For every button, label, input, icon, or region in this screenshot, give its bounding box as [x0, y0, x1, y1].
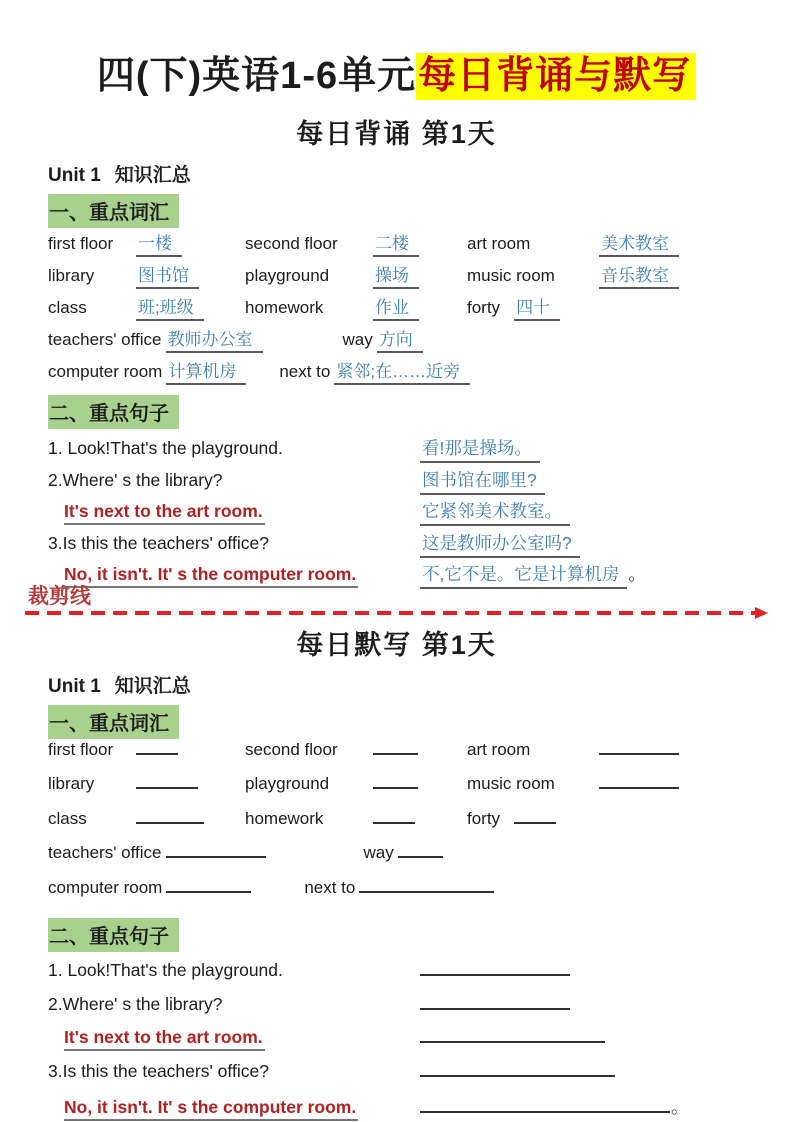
sentence-blank — [420, 961, 570, 976]
recite-section — [0, 112, 793, 593]
vocab-row — [48, 261, 745, 292]
vocab-blank — [166, 843, 266, 858]
vocab-en: class — [48, 298, 87, 317]
sentence-period: 。 — [671, 1097, 689, 1117]
vocab-row — [48, 740, 745, 774]
vocab-zh-answer: 班;班级 — [136, 293, 204, 321]
recite-heading: 每日背诵 第1天 — [296, 119, 497, 149]
vocab-en: homework — [245, 298, 324, 317]
sentence-row — [48, 435, 745, 467]
vocab-en: art room — [467, 739, 531, 759]
vocab-en: next to — [279, 362, 331, 381]
sentence-section-header: 二、重点句子 — [48, 918, 179, 952]
vocab-en: first floor — [48, 234, 114, 253]
sentence-en: 2.Where' s the library? — [48, 993, 223, 1014]
sentence-zh-answer: 图书馆在哪里? — [420, 467, 545, 495]
vocab-en: forty — [467, 808, 501, 828]
sentence-row — [48, 561, 745, 593]
vocab-en: teachers' office — [48, 330, 162, 349]
vocab-en: first floor — [48, 739, 114, 759]
vocab-row — [48, 809, 745, 843]
unit-label: Unit 1 — [48, 165, 101, 186]
page-title-highlighted: 每日背诵与默写 — [416, 53, 696, 100]
cut-line — [25, 607, 768, 619]
vocab-blank — [373, 809, 415, 824]
vocab-zh-answer: 图书馆 — [136, 261, 199, 289]
vocab-blank — [359, 878, 494, 893]
sentence-en: 2.Where' s the library? — [48, 469, 223, 490]
sentence-en: 3.Is this the teachers' office? — [48, 532, 269, 553]
sentence-zh-answer: 不,它不是。它是计算机房 — [420, 561, 627, 589]
vocab-blank — [599, 774, 679, 789]
unit-title — [48, 160, 745, 187]
sentence-blank — [420, 1028, 605, 1043]
vocab-blank — [136, 740, 178, 755]
vocab-zh-answer: 方向 — [377, 325, 423, 353]
vocab-blank — [514, 809, 556, 824]
vocab-en: teachers' office — [48, 843, 162, 862]
vocab-blank — [166, 878, 251, 893]
vocab-en: computer room — [48, 877, 163, 897]
sentence-row — [48, 960, 745, 994]
sentence-blank — [420, 1062, 615, 1077]
cut-line-dashes — [25, 611, 755, 615]
vocab-en: music room — [467, 266, 555, 285]
vocab-en: playground — [245, 266, 330, 285]
vocab-section-header: 一、重点词汇 — [48, 194, 179, 228]
vocab-blank — [136, 809, 204, 824]
vocab-blank — [373, 774, 418, 789]
vocab-row — [48, 878, 745, 912]
sentence-en-answer: No, it isn't. It' s the computer room. — [64, 1097, 358, 1121]
vocab-zh-answer: 二楼 — [373, 229, 419, 257]
sentence-blank — [420, 995, 570, 1010]
unit-label: Unit 1 — [48, 675, 101, 697]
vocab-en: computer room — [48, 362, 163, 381]
vocab-blank — [373, 740, 418, 755]
vocab-en: second floor — [245, 234, 338, 253]
sentence-en-answer: No, it isn't. It' s the computer room. — [64, 564, 358, 588]
vocab-en: class — [48, 808, 87, 828]
vocab-zh-answer: 紧邻;在……近旁 — [334, 357, 470, 385]
vocab-zh-answer: 计算机房 — [166, 357, 246, 385]
sentence-en: 3.Is this the teachers' office? — [48, 1060, 269, 1081]
vocab-zh-answer: 教师办公室 — [166, 325, 263, 353]
vocab-en: next to — [304, 877, 356, 897]
page-title — [0, 44, 793, 99]
vocab-zh-answer: 一楼 — [136, 229, 182, 257]
sentence-row — [48, 1027, 745, 1061]
sentence-section-header: 二、重点句子 — [48, 395, 179, 429]
vocab-en: way — [363, 843, 394, 862]
sentence-en: 1. Look!That's the playground. — [48, 960, 283, 980]
vocab-row — [48, 325, 745, 356]
sentence-row — [48, 1061, 745, 1095]
cut-line-arrow-icon — [755, 607, 768, 619]
sentence-row — [48, 530, 745, 562]
sentence-row — [48, 498, 745, 530]
vocab-en: art room — [467, 234, 531, 253]
sentence-period: 。 — [628, 564, 646, 584]
vocab-blank — [599, 740, 679, 755]
sentence-row — [48, 1094, 745, 1122]
vocab-en: second floor — [245, 739, 338, 759]
vocab-row — [48, 843, 745, 877]
vocab-en: music room — [467, 774, 555, 793]
sentence-row — [48, 994, 745, 1028]
unit-title — [48, 671, 745, 698]
unit-suffix: 知识汇总 — [114, 165, 191, 186]
vocab-zh-answer: 音乐教室 — [599, 261, 679, 289]
vocab-en: way — [342, 330, 373, 349]
vocab-section-header: 一、重点词汇 — [48, 705, 179, 739]
sentence-en: 1. Look!That's the playground. — [48, 438, 283, 458]
vocab-row — [48, 357, 745, 388]
dictation-heading: 每日默写 第1天 — [296, 629, 497, 660]
vocab-zh-answer: 作业 — [373, 293, 419, 321]
vocab-row — [48, 774, 745, 808]
sentence-blank — [420, 1098, 670, 1113]
vocab-en: library — [48, 266, 95, 285]
vocab-blank — [398, 843, 443, 858]
sentence-en-answer: It's next to the art room. — [64, 1027, 265, 1051]
unit-suffix: 知识汇总 — [114, 675, 191, 697]
vocab-en: homework — [245, 808, 324, 828]
sentence-en-answer: It's next to the art room. — [64, 501, 265, 525]
dictation-section — [0, 623, 793, 1122]
vocab-zh-answer: 美术教室 — [599, 229, 679, 257]
vocab-en: forty — [467, 298, 501, 317]
vocab-row — [48, 229, 745, 260]
sentence-row — [48, 467, 745, 499]
page-title-black: 四(下)英语1-6单元 — [96, 55, 417, 97]
vocab-en: library — [48, 774, 95, 793]
sentence-zh-answer: 它紧邻美术教室。 — [420, 498, 570, 526]
vocab-zh-answer: 四十 — [514, 293, 560, 321]
sentence-zh-answer: 看!那是操场。 — [420, 435, 540, 463]
vocab-en: playground — [245, 774, 330, 793]
vocab-row — [48, 293, 745, 324]
cut-line-label: 裁剪线 — [28, 585, 91, 608]
sentence-zh-answer: 这是教师办公室吗? — [420, 530, 580, 558]
vocab-blank — [136, 774, 198, 789]
vocab-zh-answer: 操场 — [373, 261, 419, 289]
